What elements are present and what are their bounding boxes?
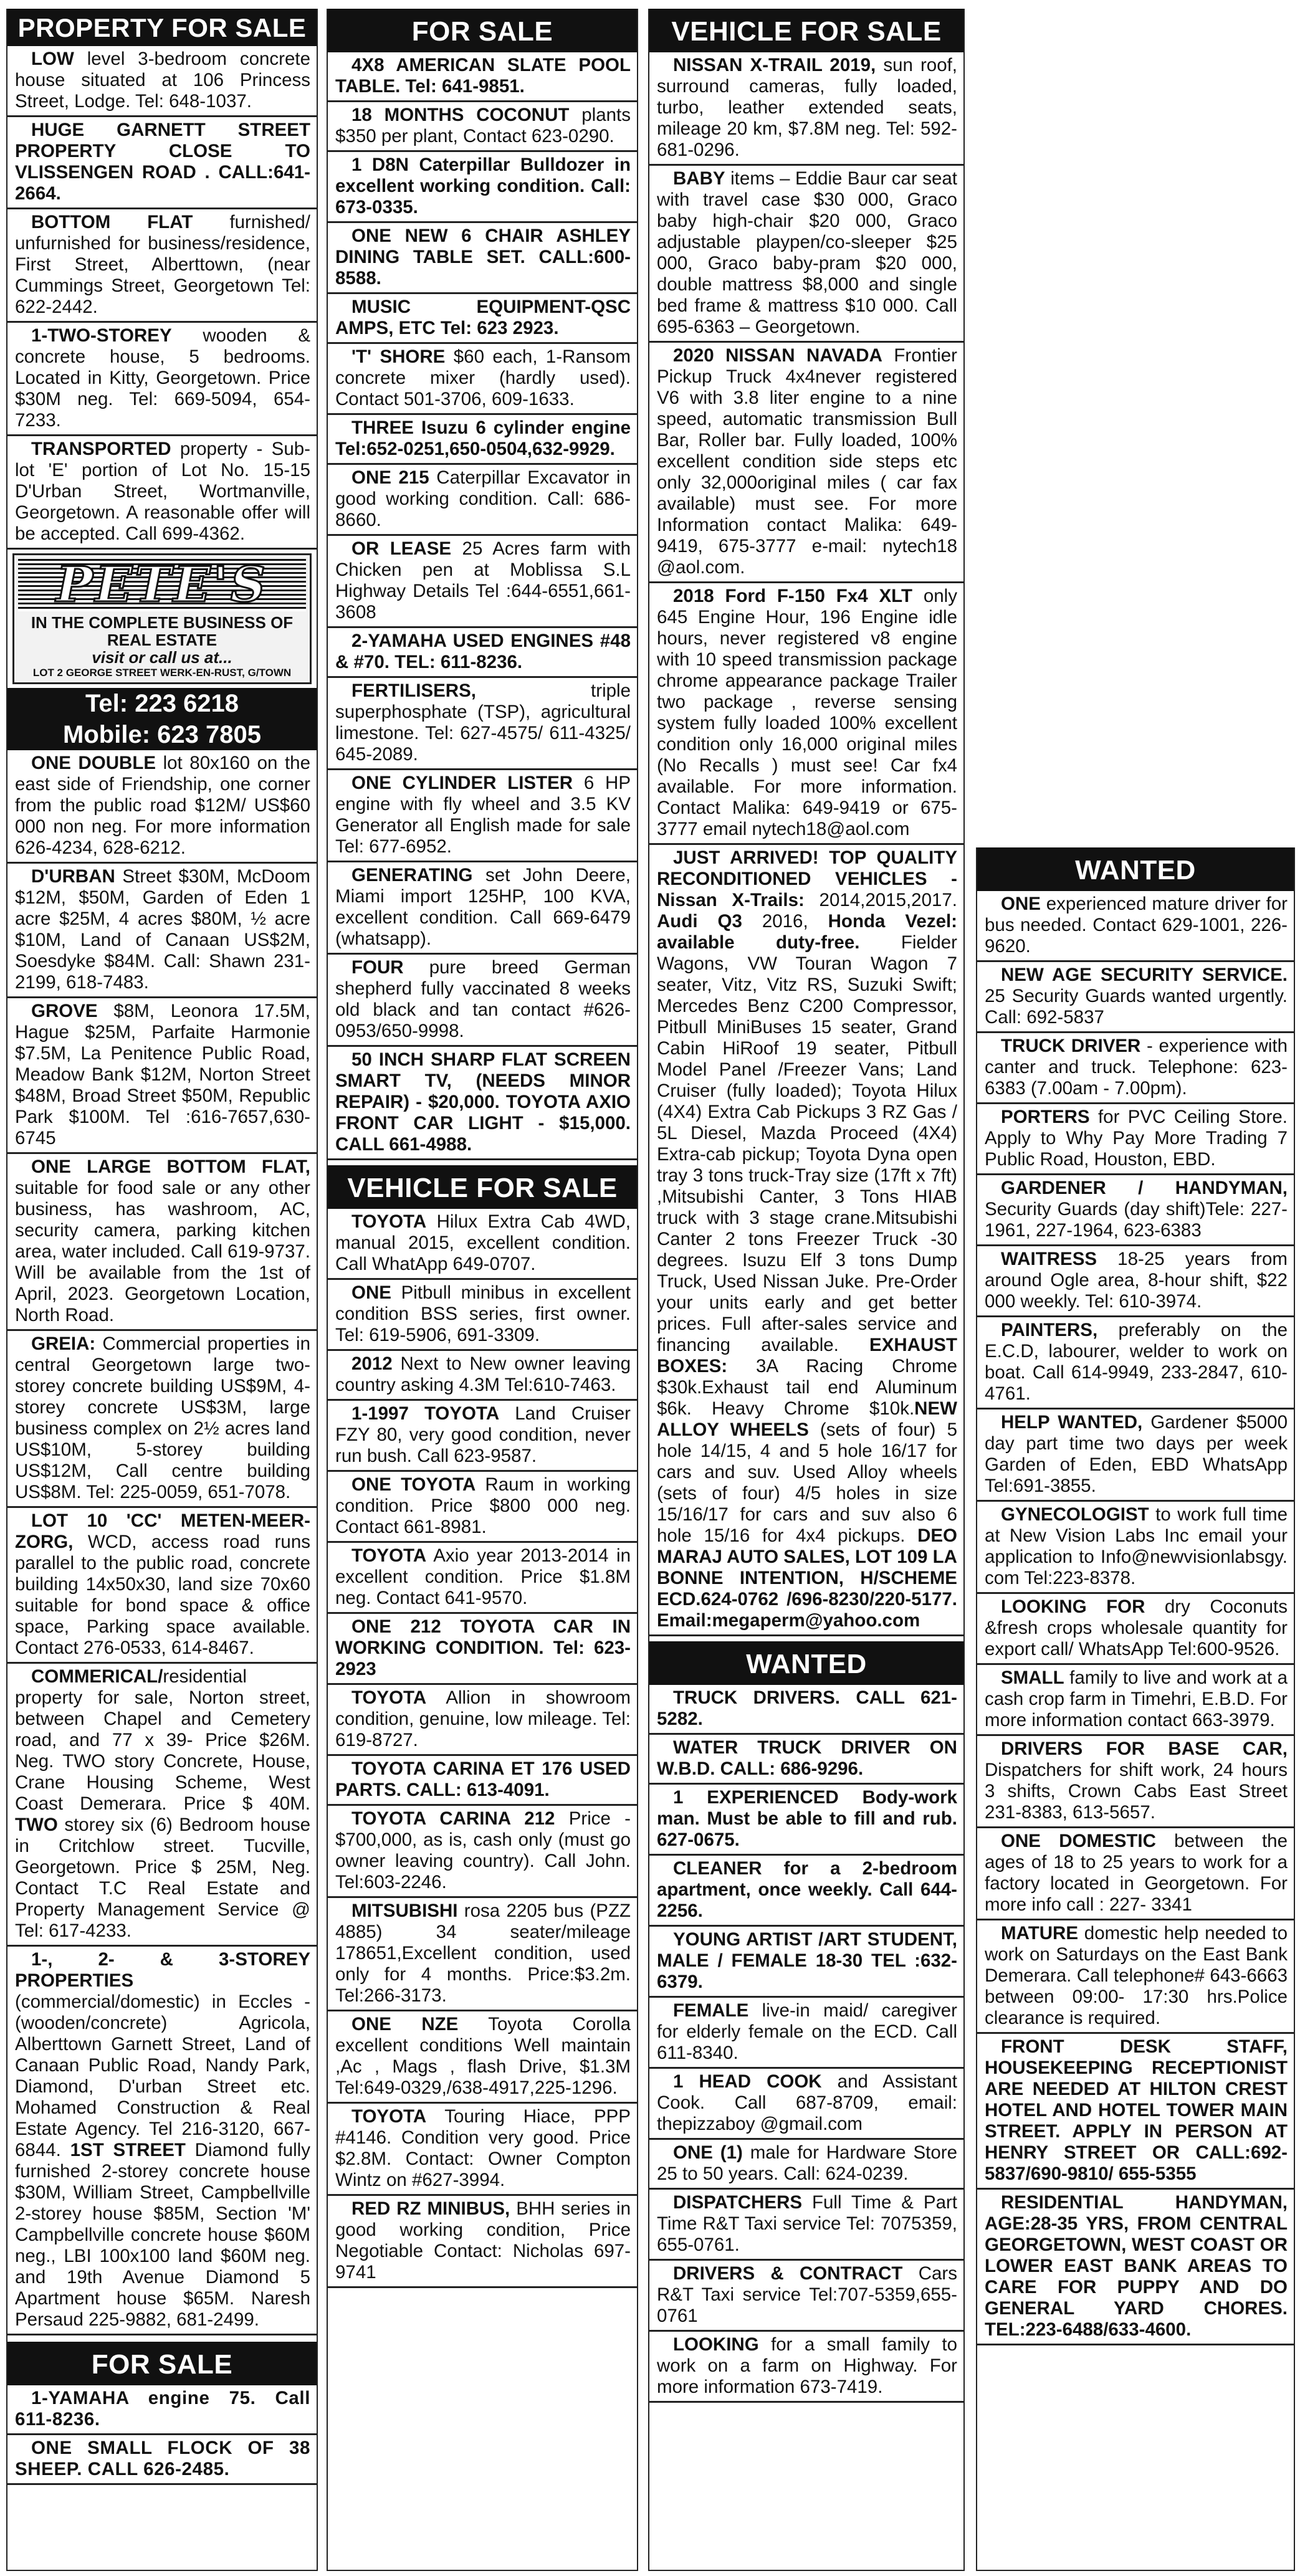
classified-ad: TOYOTA Touring Hiace, PPP #4146. Condition very good. Price $2.8M. Contact: Owner Compton Wintz on #627-3994. — [328, 2104, 637, 2196]
classified-ad: ONE experienced mature driver for bus needed. Contact 629-1001, 226-9620. — [977, 891, 1294, 962]
classified-ad: RESIDENTIAL HANDYMAN, AGE:28-35 YRS, FROM CENTRAL GEORGETOWN, WEST COAST OR LOWER EAST BANK AREAS TO CARE FOR PUPPY AND DO GENERAL YARD CHORES. TEL:223-6488/633-4600. — [977, 2190, 1294, 2345]
classified-ad: FRONT DESK STAFF, HOUSEKEEPING RECEPTIONIST ARE NEEDED AT HILTON CREST HOTEL AND HOTEL TOWER MAIN STREET. APPLY IN PERSON AT HENRY STREET OR CALL:692-5837/690-9810/ 655-5355 — [977, 2034, 1294, 2190]
badge-tagline: IN THE COMPLETE BUSINESS OF REAL ESTATE — [31, 613, 294, 649]
classified-ad: TRUCK DRIVER - experience with canter and truck. Telephone: 623-6383 (7.00am - 7.00pm). — [977, 1033, 1294, 1104]
classified-ad: WAITRESS 18-25 years from around Ogle area, 8-hour shift, $22 000 weekly. Tel: 610-3974. — [977, 1246, 1294, 1317]
classified-ad: 1-1997 TOYOTA Land Cruiser FZY 80, very good condition, never run bush. Call 623-9587. — [328, 1401, 637, 1472]
section-header-wanted: WANTED — [977, 847, 1294, 891]
classified-ad: DRIVERS FOR BASE CAR, Dispatchers for shift work, 24 hours 3 shifts, Crown Cabs East Street 231-8383, 613-5657. — [977, 1736, 1294, 1828]
section-header-for-sale: FOR SALE — [7, 2342, 317, 2385]
classified-ad: HUGE GARNETT STREET PROPERTY CLOSE TO VLISSENGEN ROAD . CALL:641-2664. — [7, 117, 317, 209]
section-header-wanted: WANTED — [649, 1641, 963, 1685]
classified-ad: ONE LARGE BOTTOM FLAT, suitable for food sale or any other business, has washroom, AC, security camera, parking kitchen area, water included. Call 619-9737. Will be available from the 1st of April, 2023. Georgetown Location, North Road. — [7, 1154, 317, 1331]
classified-ad: SMALL family to live and work at a cash crop farm in Timehri, E.B.D. For more information contact 663-3979. — [977, 1665, 1294, 1736]
classified-ad: 1 HEAD COOK and Assistant Cook. Call 687-8709, email: thepizzaboy @gmail.com — [649, 2069, 963, 2140]
classified-ad: ONE NEW 6 CHAIR ASHLEY DINING TABLE SET. CALL:600-8588. — [328, 223, 637, 294]
badge-mobile: Mobile: 623 7805 — [7, 719, 317, 750]
classified-ad: 1 EXPERIENCED Body-work man. Must be able to fill and rub. 627-0675. — [649, 1785, 963, 1856]
classified-ad: LOT 10 'CC' METEN-MEER-ZORG, WCD, access road runs parallel to the public road, concrete building 14x50x30, land size 70x60 suitable for bond space & office space, Parking space available. Contact 276-0533, 614-8467. — [7, 1508, 317, 1664]
classified-ad: GYNECOLOGIST to work full time at New Vision Labs Inc email your application to Info@newvisionlabsgy. com Tel:223-8378. — [977, 1502, 1294, 1594]
classified-ad: CLEANER for a 2-bedroom apartment, once weekly. Call 644-2256. — [649, 1856, 963, 1927]
ad-list — [328, 1209, 637, 2288]
classified-ad: MUSIC EQUIPMENT-QSC AMPS, ETC Tel: 623 2923. — [328, 294, 637, 344]
classified-ad: 2-YAMAHA USED ENGINES #48 & #70. TEL: 611-8236. — [328, 628, 637, 678]
classified-ad: ONE NZE Toyota Corolla excellent conditions Well maintain ,Ac , Mags , flash Drive, $1.3M Tel:649-0329,/638-4917,225-1296. — [328, 2011, 637, 2104]
classified-ad: PORTERS for PVC Ceiling Store. Apply to Why Pay More Trading 7 Public Road, Houston, EBD. — [977, 1104, 1294, 1175]
classified-ad: FOUR pure breed German shepherd fully vaccinated 8 weeks old black and tan contact #626-0953/650-9998. — [328, 955, 637, 1047]
classified-ad: ONE (1) male for Hardware Store 25 to 50 years. Call: 624-0239. — [649, 2140, 963, 2190]
classified-ad: ONE Pitbull minibus in excellent condition BSS series, first owner. Tel: 619-5906, 691-3309. — [328, 1280, 637, 1351]
ad-list — [649, 1685, 963, 2403]
classified-ad: 1-, 2- & 3-STOREY PROPERTIES (commercial/domestic) in Eccles - (wooden/concrete) Agricola, Alberttown Garnett Street, Land of Canaan Public Road, Nandy Park, Diamond, D'urban Street etc. Mohamed Construction & Real Estate Agency. Tel 216-3120, 667-6844. 1ST STREET Diamond fully furnished 2-storey concrete house $30M, William Street, Campbellville 2-storey house $85M, Section 'M' Campbellville concrete house $60M neg., LBI 100x100 land $60M neg. and 19th Avenue Diamond 5 Apartment house $65M. Naresh Persaud 225-9882, 681-2499. — [7, 1947, 317, 2335]
classified-ad: 4X8 AMERICAN SLATE POOL TABLE. Tel: 641-9851. — [328, 52, 637, 102]
section-header-vehicle-for-sale: VEHICLE FOR SALE — [328, 1165, 637, 1209]
classified-ad: NEW AGE SECURITY SERVICE. 25 Security Guards wanted urgently. Call: 692-5837 — [977, 962, 1294, 1033]
classified-ad: TRUCK DRIVERS. CALL 621-5282. — [649, 1685, 963, 1735]
section-header-for-sale: FOR SALE — [328, 9, 637, 52]
ad-list — [977, 891, 1294, 2345]
section-header-property-for-sale: PROPERTY FOR SALE — [7, 9, 317, 46]
classified-ad: TOYOTA Allion in showroom condition, genuine, low mileage. Tel: 619-8727. — [328, 1685, 637, 1756]
classified-ad: TOYOTA CARINA 212 Price - $700,000, as is, cash only (must go owner leaving country). Call John. Tel:603-2246. — [328, 1806, 637, 1898]
ad-list — [328, 52, 637, 1160]
classified-ad: YOUNG ARTIST /ART STUDENT, MALE / FEMALE 18-30 TEL :632-6379. — [649, 1927, 963, 1998]
column-property-for-sale — [6, 9, 318, 2571]
ad-list — [7, 750, 317, 2335]
classified-ad: D'URBAN Street $30M, McDoom $12M, $50M, Garden of Eden 1 acre $25M, 4 acres $80M, ½ acre $10M, Land of Canaan US$2M, Soesdyke $84M. Call: Shawn 231-2199, 618-7483. — [7, 864, 317, 998]
classified-ad: ONE DOUBLE lot 80x160 on the east side of Friendship, one corner from the public road $12M/ US$60 000 non neg. For more information 626-4234, 628-6212. — [7, 750, 317, 864]
column-vehicle-for-sale — [648, 9, 965, 2571]
classified-ad: ONE SMALL FLOCK OF 38 SHEEP. CALL 626-2485. — [7, 2435, 317, 2485]
classified-ad: TOYOTA Axio year 2013-2014 in excellent condition. Price $1.8M neg. Contact 641-9570. — [328, 1543, 637, 1614]
classified-ad: LOOKING for a small family to work on a farm on Highway. For more information 673-7419. — [649, 2332, 963, 2403]
classified-ad: BOTTOM FLAT furnished/ unfurnished for business/residence, First Street, Alberttown, (near Cummings Street, Georgetown Tel: 622-2442. — [7, 209, 317, 323]
badge-tel: Tel: 223 6218 — [7, 688, 317, 719]
petes-logo: PETE'S — [18, 559, 306, 611]
classified-ad: HELP WANTED, Gardener $5000 day part time two days per week Garden of Eden, EBD WhatsApp Tel:691-3855. — [977, 1410, 1294, 1502]
classified-ad: GARDENER / HANDYMAN, Security Guards (day shift)Tele: 227-1961, 227-1964, 623-6383 — [977, 1175, 1294, 1246]
classified-ad: TRANSPORTED property - Sub-lot 'E' portion of Lot No. 15-15 D'Urban Street, Wortmanville, Georgetown. A reasonable offer will be accepted. Call 699-4362. — [7, 436, 317, 550]
classified-ad: BABY items – Eddie Baur car seat with travel case $30 000, Graco baby high-chair $20 000, Graco adjustable playpen/co-sleeper $25 000, Graco baby-pram $20 000, double mattress $8,000 and single bed frame & mattress $10 000. Call 695-6363 – Georgetown. — [649, 166, 963, 343]
classified-ad: WATER TRUCK DRIVER ON W.B.D. CALL: 686-9296. — [649, 1735, 963, 1785]
classified-ad: 1-YAMAHA engine 75. Call 611-8236. — [7, 2385, 317, 2435]
classified-ad: LOOKING FOR dry Coconuts &fresh crops wholesale quantity for export call/ WhatsApp Tel:600-9526. — [977, 1594, 1294, 1665]
classified-ad: RED RZ MINIBUS, BHH series in good working condition, Price Negotiable Contact: Nicholas 697-9741 — [328, 2196, 637, 2288]
classified-ad: FEMALE live-in maid/ caregiver for elderly female on the ECD. Call 611-8340. — [649, 1998, 963, 2069]
ad-list — [649, 52, 963, 1636]
classified-ad: 18 MONTHS COCONUT plants $350 per plant, Contact 623-0290. — [328, 102, 637, 152]
classified-ad: 1 D8N Caterpillar Bulldozer in excellent working condition. Call: 673-0335. — [328, 152, 637, 223]
classified-ad: 'T' SHORE $60 each, 1-Ransom concrete mixer (hardly used). Contact 501-3706, 609-1633. — [328, 344, 637, 415]
classified-ad: GREIA: Commercial properties in central Georgetown large two-storey concrete building US$9M, 4-storey concrete US$3M, large business complex on 2½ acres land US$10M, 5-storey building US$12M, Call centre building US$8M. Tel: 225-0059, 651-7078. — [7, 1331, 317, 1508]
classified-ad: OR LEASE 25 Acres farm with Chicken pen at Moblissa S.L Highway Details Tel :644-6551,661-3608 — [328, 536, 637, 628]
classified-ad: TOYOTA CARINA ET 176 USED PARTS. CALL: 613-4091. — [328, 1756, 637, 1806]
classified-ad: 2018 Ford F-150 Fx4 XLT only 645 Engine Hour, 196 Engine idle hours, never registered v8 engine with 10 speed transmission package chrome appearance package Trailer two package , reverse sensing system fully loaded 100% excellent condition only 16,000 original miles (No Recalls ) must see! Car fx4 available. For more information. Contact Malika: 649-9419 or 675-3777 email nytech18@aol.com — [649, 583, 963, 845]
classified-ad: GROVE $8M, Leonora 17.5M, Hague $25M, Parfaite Harmonie $7.5M, La Penitence Public Road, Meadow Bank $12M, Norton Street $48M, Broad Street $50M, Republic Park $100M. Tel :616-7657,630-6745 — [7, 998, 317, 1154]
classified-ad: ONE 212 TOYOTA CAR IN WORKING CONDITION. Tel: 623-2923 — [328, 1614, 637, 1685]
badge-subtagline: visit or call us at... — [92, 648, 232, 667]
ad-list — [7, 46, 317, 550]
classified-ad: COMMERICAL/residential property for sale, Norton street, between Chapel and Cemetery road, and 77 x 39- Price $26M. Neg. TWO story Concrete, House, Crane Housing Scheme, West Coast Demerara. Price $ 40M. TWO storey six (6) Bedroom house in Critchlow street. Tucville, Georgetown. Price $ 25M, Neg. Contact T.C Real Estate and Property Management Service @ Tel: 617-4233. — [7, 1664, 317, 1947]
classified-ad: ONE CYLINDER LISTER 6 HP engine with fly wheel and 3.5 KV Generator all English made for sale Tel: 677-6952. — [328, 770, 637, 862]
classified-ad: ONE TOYOTA Raum in working condition. Price $800 000 neg. Contact 661-8981. — [328, 1472, 637, 1543]
classified-ad: FERTILISERS, triple superphosphate (TSP), agricultural limestone. Tel: 627-4575/ 611-4325/ 645-2089. — [328, 678, 637, 770]
petes-real-estate-ad — [12, 553, 312, 684]
classified-ad: MITSUBISHI rosa 2205 bus (PZZ 4885) 34 seater/mileage 178651,Excellent condition, used only for 4 months. Price:$3.2m. Tel:266-3173. — [328, 1898, 637, 2011]
classified-ad: ONE DOMESTIC between the ages of 18 to 25 years to work for a factory located in Georgetown. For more info call : 227- 3341 — [977, 1828, 1294, 1920]
section-header-vehicle-for-sale: VEHICLE FOR SALE — [649, 9, 963, 52]
classified-ad: TOYOTA Hilux Extra Cab 4WD, manual 2015, excellent condition. Call WhatApp 649-0707. — [328, 1209, 637, 1280]
classified-ad: GENERATING set John Deere, Miami import 125HP, 100 KVA, excellent condition. Call 669-6479 (whatsapp). — [328, 862, 637, 955]
classified-ad: LOW level 3-bedroom concrete house situated at 106 Princess Street, Lodge. Tel: 648-1037. — [7, 46, 317, 117]
column-wanted — [976, 847, 1295, 2571]
classified-ad: MATURE domestic help needed to work on Saturdays on the East Bank Demerara. Call telephone# 643-6663 between 09:00- 17:30 hrs.Police clearance is required. — [977, 1920, 1294, 2034]
classified-ad: DISPATCHERS Full Time & Part Time R&T Taxi service Tel: 7075359, 655-0761. — [649, 2190, 963, 2261]
classified-ad: PAINTERS, preferably on the E.C.D, labourer, welder to work on boat. Call 614-9949, 233-2847, 610-4761. — [977, 1317, 1294, 1410]
classified-ad: 2020 NISSAN NAVADA Frontier Pickup Truck 4x4never registered V6 with 3.8 liter engine to a nine speed, automatic transmission Bull Bar, Roller bar. Fully loaded, 100% excellent condition side steps etc only 32,000original miles ( car fax available) must see. For more Information contact Malika: 649-9419, 675-3777 e-mail: nytech18 @aol.com. — [649, 343, 963, 583]
classified-ad: ONE 215 Caterpillar Excavator in good working condition. Call: 686-8660. — [328, 465, 637, 536]
classified-ad: 1-TWO-STOREY wooden & concrete house, 5 bedrooms. Located in Kitty, Georgetown. Price $30M neg. Tel: 669-5094, 654-7233. — [7, 323, 317, 436]
column-for-sale — [327, 9, 638, 2571]
classified-ad: JUST ARRIVED! TOP QUALITY RECONDITIONED VEHICLES - Nissan X-Trails: 2014,2015,2017. Audi Q3 2016, Honda Vezel: available duty-free. Fielder Wagons, VW Touran Wagon 7 seater, Vitz, Vitz RS, Suzuki Swift; Mercedes Benz C200 Compressor, Pitbull MiniBuses 15 seater, Grand Cabin HiRoof 19 seater, Pitbull Model Panel /Freezer Vans; Land Cruiser (fully loaded); Toyota Hilux (4X4) Extra Cab Pickups 3 RZ Gas / 5L Diesel, Mazda Proceed (4X4) Extra-cab pickup; Toyota Dyna open tray 3 tons truck-Tray size (17ft x 7ft) ,Mitsubishi Canter, 3 Tons HIAB truck with 3 stage crane.Mitsubishi Canter 2 tons Freezer Truck -30 degrees. Isuzu Elf 3 tons Dump Truck, Used Nissan Juke. Pre-Order your units early and get better prices. Full after-sales service and financing available. EXHAUST BOXES: 3A Racing Chrome $30k.Exhaust tail end Aluminum $6k. Heavy Chrome $10k.NEW ALLOY WHEELS (sets of four) 5 hole 14/15, 4 and 5 hole 16/17 for cars and suv. Used Alloy wheels (sets of four) 4/5 holes in size 15/16/17 for cars and suv also 6 hole 15/16 for 4x4 pickups. DEO MARAJ AUTO SALES, LOT 109 LA BONNE INTENTION, H/SCHEME ECD.624-0762 /696-8230/220-5177. Email:megaperm@yahoo.com — [649, 845, 963, 1636]
classified-ad: THREE Isuzu 6 cylinder engine Tel:652-0251,650-0504,632-9929. — [328, 415, 637, 465]
badge-address: LOT 2 GEORGE STREET WERK-EN-RUST, G/TOWN — [32, 667, 292, 679]
classified-ad: 2012 Next to New owner leaving country asking 4.3M Tel:610-7463. — [328, 1351, 637, 1401]
classified-ad: 50 INCH SHARP FLAT SCREEN SMART TV, (NEEDS MINOR REPAIR) - $20,000. TOYOTA AXIO FRONT CAR LIGHT - $15,000. CALL 661-4988. — [328, 1047, 637, 1160]
classified-ad: DRIVERS & CONTRACT Cars R&T Taxi service Tel:707-5359,655-0761 — [649, 2261, 963, 2332]
ad-list — [7, 2385, 317, 2485]
classified-ad: NISSAN X-TRAIL 2019, sun roof, surround cameras, fully loaded, turbo, leather extended seats, mileage 20 km, $7.8M neg. Tel: 592-681-0296. — [649, 52, 963, 166]
